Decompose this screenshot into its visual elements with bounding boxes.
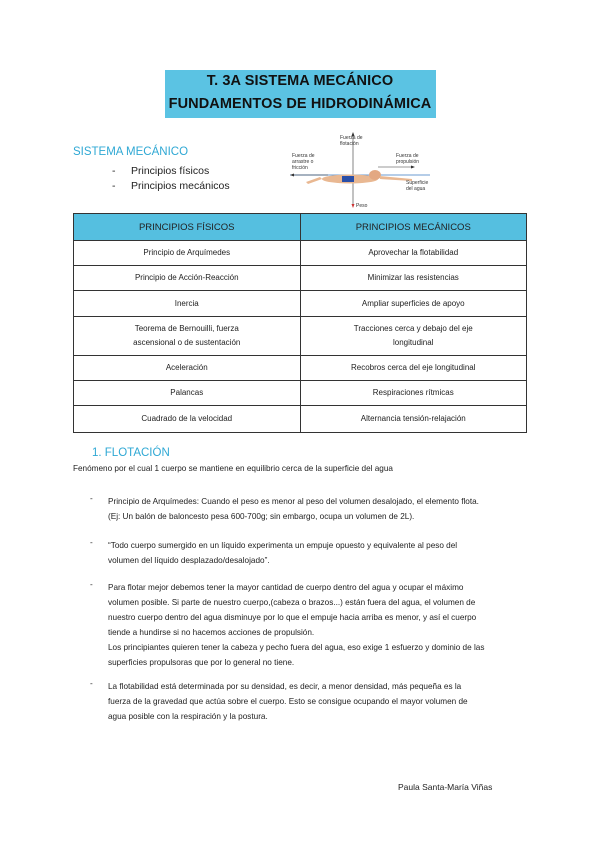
table-cell: Palancas — [74, 381, 301, 406]
column-header-fisicos: PRINCIPIOS FÍSICOS — [74, 214, 301, 241]
table-row — [74, 317, 527, 356]
table-row — [74, 381, 527, 406]
diagram-label-surface: Superficie — [406, 180, 429, 186]
table-cell: Cuadrado de la velocidad — [74, 406, 301, 433]
table-cell: Ampliar superficies de apoyo — [300, 291, 527, 317]
bullet-dash: - — [90, 494, 93, 503]
table-row — [74, 406, 527, 433]
table-cell: Principio de Acción-Reacción — [74, 266, 301, 291]
table-cell: Recobros cerca del eje longitudinal — [300, 356, 527, 381]
bullet-paragraph: “Todo cuerpo sumergido en un líquido experimenta un empuje opuesto y equivalente al peso del volumen del líquido desplazado/desalojado”. — [108, 541, 458, 565]
diagram-label-propulsion: Fuerza de — [396, 153, 419, 159]
diagram-label-buoyancy: Fuerza de — [340, 135, 363, 141]
section-heading-sistema: SISTEMA MECÁNICO — [73, 146, 189, 158]
author-name: Paula Santa-María Viñas — [398, 782, 493, 792]
table-cell: Aprovechar la flotabilidad — [300, 241, 527, 266]
diagram-label-drag: Fuerza de — [292, 153, 315, 159]
table-header-row — [74, 214, 527, 241]
table-row — [74, 266, 527, 291]
bullet-dash: - — [90, 679, 93, 688]
diagram-label-drag: arrastre o — [292, 159, 314, 165]
table-cell: Aceleración — [74, 356, 301, 381]
diagram-label-drag: fricción — [292, 165, 308, 171]
bullet-paragraph: Para flotar mejor debemos tener la mayor cantidad de cuerpo dentro del agua y ocupar el máximo volumen posible. Si parte de nuestro cuerpo,(cabeza o brazos...) están fuera del agua, el volumen de nuestro cuerpo dentro del agua disminuye por lo que el empuje hacia arriba es menor, y así el cuerpo tiende a hundirse si no hacemos acciones de propulsión. Los principiantes quieren tener la cabeza y pecho fuera del agua, eso exige 1 esfuerzo y dominio de las superficies propulsoras que por lo general no tiene. — [108, 583, 485, 667]
bullet-dash: - — [90, 580, 93, 589]
page-title: T. 3A SISTEMA MECÁNICO — [206, 73, 394, 89]
section-heading-flotacion: 1. FLOTACIÓN — [92, 447, 170, 459]
table-cell: Principio de Arquímedes — [74, 241, 301, 266]
diagram-label-weight: Peso — [356, 203, 368, 208]
column-header-mecanicos: PRINCIPIOS MECÁNICOS — [300, 214, 527, 241]
table-cell: Minimizar las resistencias — [300, 266, 527, 291]
bullet-paragraph: Principio de Arquímedes: Cuando el peso es menor al peso del volumen desalojado, el elemento flota. (Ej: Un balón de baloncesto pesa 600-700g; sin embargo, ocupa un volumen de 2L). — [108, 497, 479, 521]
diagram-label-buoyancy: flotación — [340, 141, 359, 147]
page-subtitle: FUNDAMENTOS DE HIDRODINÁMICA — [168, 96, 432, 112]
diagram-label-surface: del agua — [406, 186, 426, 192]
bullet-dash: - — [90, 538, 93, 547]
table-row — [74, 356, 527, 381]
table-row — [74, 241, 527, 266]
swimmer-forces-diagram — [290, 132, 430, 208]
swimmer-figure — [306, 170, 412, 184]
table-cell: Teorema de Bernouilli, fuerza ascensional o de sustentación — [74, 317, 301, 356]
bullet-paragraph: La flotabilidad está determinada por su densidad, es decir, a menor densidad, más pequeña es la fuerza de la gravedad que actúa sobre el cuerpo. Esto se consigue ocupando el mayor volumen de agua posible con la respiración y la postura. — [108, 682, 468, 721]
table-cell: Alternancia tensión-relajación — [300, 406, 527, 433]
flotacion-intro: Fenómeno por el cual 1 cuerpo se mantiene en equilibrio cerca de la superficie del agua — [73, 464, 393, 473]
table-row — [74, 291, 527, 317]
table-cell: Tracciones cerca y debajo del eje longitudinal — [300, 317, 527, 356]
principles-table — [73, 213, 527, 433]
diagram-label-propulsion: propulsión — [396, 159, 420, 165]
table-cell: Inercia — [74, 291, 301, 317]
table-cell: Respiraciones rítmicas — [300, 381, 527, 406]
